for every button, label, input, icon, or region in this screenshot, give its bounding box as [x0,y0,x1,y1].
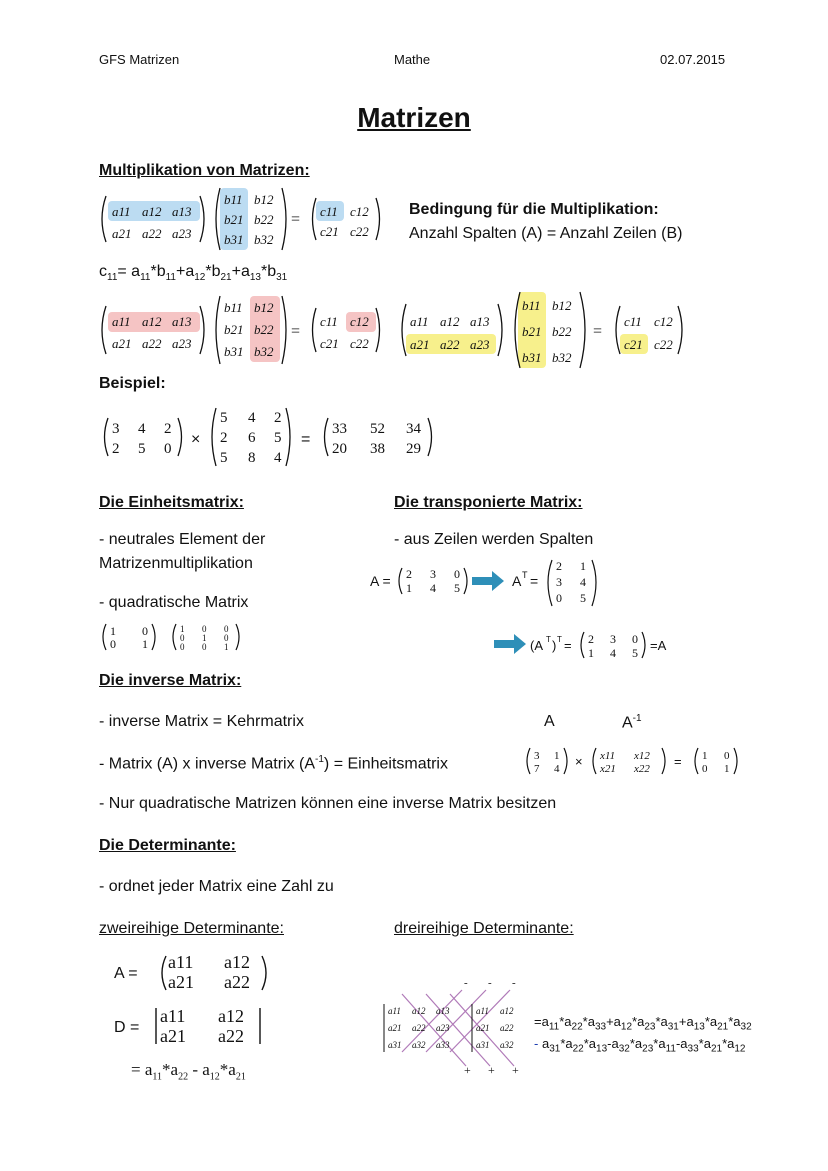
svg-text:a12: a12 [218,1006,244,1026]
svg-text:5: 5 [274,430,282,446]
determinant-heading: Die Determinante: [99,837,236,854]
svg-text:a22: a22 [440,337,460,352]
condition-text: Anzahl Spalten (A) = Anzahl Zeilen (B) [409,225,683,242]
svg-text:x11: x11 [600,750,616,762]
identity-line3: - quadratische Matrix [99,594,249,611]
svg-text:29: 29 [406,441,421,457]
svg-text:a12: a12 [142,314,162,329]
a-cell: a21 [112,226,132,241]
svg-text:1: 1 [202,633,207,643]
svg-text:b21: b21 [522,324,542,339]
inverse-heading: Die inverse Matrix: [99,672,242,689]
multiplication-equation-c21 [396,290,696,372]
svg-text:-: - [464,980,468,989]
sarrus-plus-formula: $=a_{11}*a_{22}*a_{33}+a_{12}*a_{23}*a_{31}+a_{13}*a_{21}*a_{32}$ [534,1014,752,1033]
identity-line1: - neutrales Element der [99,531,266,548]
two-row-determinant [110,946,310,1046]
sarrus-minus-formula: - $a_{31}*a_{22}*a_{13}-a_{32}*a_{23}*a_{11}-a_{33}*a_{21}*a_{12}$ [534,1036,746,1055]
svg-text:0: 0 [142,624,148,638]
svg-text:b22: b22 [552,324,572,339]
svg-text:0: 0 [202,642,207,652]
svg-text:a21: a21 [410,337,430,352]
svg-text:c12: c12 [654,314,673,329]
svg-text:×: × [575,754,583,769]
example-heading: Beispiel: [99,375,166,392]
svg-text:0: 0 [224,633,229,643]
svg-text:a22: a22 [224,972,250,992]
b-cell: b12 [254,192,274,207]
svg-text:b22: b22 [254,322,274,337]
svg-text:(A: (A [530,638,543,653]
svg-text:3: 3 [112,421,120,437]
identity-matrices [100,620,250,654]
svg-text:0: 0 [202,624,207,634]
svg-text:0: 0 [702,763,708,775]
svg-text:a23: a23 [470,337,490,352]
svg-text:1: 1 [110,624,116,638]
svg-text:2: 2 [112,441,120,457]
svg-text:3: 3 [610,632,616,646]
svg-text:a12: a12 [500,1006,514,1016]
page-title: Matrizen [357,102,471,133]
svg-text:b31: b31 [522,350,542,365]
svg-text:=: = [291,323,301,340]
svg-text:3: 3 [430,567,436,581]
multiplication-equation-c12 [96,292,396,370]
inverse-line3: - Nur quadratische Matrizen können eine inverse Matrix besitzen [99,795,557,812]
c-cell: c21 [320,224,339,239]
svg-text:a22: a22 [142,336,162,351]
arrow-right-icon [494,634,526,654]
svg-text:5: 5 [632,646,638,660]
svg-text:0: 0 [224,624,229,634]
b-cell: b32 [254,232,274,247]
b-cell: b11 [224,192,243,207]
svg-text:c22: c22 [350,336,369,351]
inverse-line1: - inverse Matrix = Kehrmatrix [99,713,304,730]
svg-text:a21: a21 [160,1026,186,1046]
svg-text:4: 4 [430,581,436,595]
svg-text:+: + [464,1063,471,1077]
svg-text:a11: a11 [112,314,131,329]
svg-text:a13: a13 [470,314,490,329]
header-center: Mathe [394,52,431,67]
svg-text:b31: b31 [224,344,244,359]
svg-text:0: 0 [556,591,562,605]
svg-text:4: 4 [274,450,282,466]
svg-text:38: 38 [370,441,385,457]
svg-text:D =: D = [114,1019,140,1036]
svg-text:1: 1 [588,646,594,660]
svg-text:a33: a33 [436,1040,450,1050]
svg-text:4: 4 [610,646,616,660]
svg-text:b12: b12 [254,300,274,315]
svg-text:0: 0 [454,567,460,581]
svg-text:): ) [552,638,557,653]
svg-text:2: 2 [588,632,594,646]
identity-line2: Matrizenmultiplikation [99,555,253,572]
svg-text:=: = [564,638,572,653]
two-row-heading: zweireihige Determinante: [99,920,284,937]
a-cell: a11 [112,204,131,219]
svg-text:b12: b12 [552,298,572,313]
inverse-label-ainv: $A^{-1}$ [622,713,642,732]
header-right: 02.07.2015 [660,52,726,67]
svg-text:=: = [301,431,311,448]
svg-text:c21: c21 [320,336,339,351]
svg-text:3: 3 [534,750,540,762]
svg-text:A: A [512,573,522,589]
transpose-double-equation [492,628,692,662]
arrow-right-icon [472,571,504,591]
svg-text:b32: b32 [254,344,274,359]
transpose-heading: Die transponierte Matrix: [394,494,583,511]
svg-text:+: + [488,1063,495,1077]
svg-text:a21: a21 [168,972,194,992]
svg-text:a11: a11 [388,1006,401,1016]
svg-text:A =: A = [370,573,391,589]
svg-text:x21: x21 [600,763,616,775]
svg-text:2: 2 [274,410,282,426]
svg-text:-: - [488,980,492,989]
svg-text:a12: a12 [412,1006,426,1016]
svg-text:0: 0 [724,750,730,762]
svg-text:A =: A = [114,965,138,982]
svg-text:a22: a22 [218,1026,244,1046]
two-row-formula: = $a_{11}*a_{22} - a_{12}*a_{21}$ [131,1060,246,1083]
svg-text:x22: x22 [634,763,650,775]
svg-text:a21: a21 [388,1023,402,1033]
svg-text:a13: a13 [172,314,192,329]
svg-text:a11: a11 [410,314,429,329]
svg-text:0: 0 [164,441,172,457]
svg-text:c11: c11 [320,314,338,329]
example-equation [98,402,448,468]
svg-text:5: 5 [138,441,146,457]
svg-text:T: T [546,635,551,644]
svg-text:1: 1 [406,581,412,595]
svg-text:6: 6 [248,430,256,446]
svg-text:20: 20 [332,441,347,457]
svg-text:a22: a22 [412,1023,426,1033]
svg-text:a11: a11 [160,1006,186,1026]
svg-text:5: 5 [220,410,228,426]
svg-text:c22: c22 [654,337,673,352]
svg-text:1: 1 [580,559,586,573]
svg-text:0: 0 [110,637,116,651]
c-cell: c22 [350,224,369,239]
svg-text:a32: a32 [412,1040,426,1050]
svg-text:a23: a23 [436,1023,450,1033]
svg-text:=: = [530,573,539,589]
svg-text:a31: a31 [388,1040,402,1050]
svg-text:×: × [191,431,201,448]
determinant-line1: - ordnet jeder Matrix eine Zahl zu [99,878,334,895]
svg-text:2: 2 [164,421,172,437]
identity-heading: Die Einheitsmatrix: [99,494,244,511]
svg-text:1: 1 [224,642,229,652]
svg-text:a31: a31 [476,1040,490,1050]
c-cell: c11 [320,204,338,219]
svg-text:1: 1 [180,624,185,634]
svg-text:4: 4 [248,410,256,426]
transpose-equation [368,556,608,610]
svg-text:b21: b21 [224,322,244,337]
svg-text:c11: c11 [624,314,642,329]
svg-text:+: + [512,1063,519,1077]
svg-text:a12: a12 [224,952,250,972]
svg-text:34: 34 [406,421,421,437]
svg-text:a11: a11 [168,952,194,972]
svg-text:a21: a21 [112,336,132,351]
svg-text:x12: x12 [634,750,650,762]
svg-text:a23: a23 [172,336,192,351]
svg-text:33: 33 [332,421,347,437]
transpose-line1: - aus Zeilen werden Spalten [394,531,594,548]
condition-title: Bedingung für die Multiplikation: [409,201,659,218]
svg-text:b11: b11 [224,300,243,315]
header-left: GFS Matrizen [99,52,180,67]
svg-text:1: 1 [702,750,708,762]
svg-text:0: 0 [180,642,185,652]
svg-text:1: 1 [724,763,730,775]
b-cell: b21 [224,212,244,227]
svg-text:2: 2 [556,559,562,573]
svg-text:0: 0 [632,632,638,646]
formula-c11: $c_{11}= a_{11}*b_{11}+a_{12}*b_{21}+a_{13}*b_{31}$ [99,263,288,284]
svg-text:a32: a32 [500,1040,514,1050]
c-cell: c12 [350,204,369,219]
inverse-label-a: A [544,713,555,730]
svg-text:=: = [291,211,301,228]
sarrus-diagram [380,980,540,1078]
svg-text:1: 1 [554,750,560,762]
svg-text:4: 4 [138,421,146,437]
b-cell: b22 [254,212,274,227]
svg-text:=: = [674,754,682,769]
svg-text:a22: a22 [500,1023,514,1033]
b-cell: b31 [224,232,244,247]
multiplication-heading: Multiplikation von Matrizen: [99,162,310,179]
svg-text:5: 5 [580,591,586,605]
svg-text:-: - [512,980,516,989]
svg-text:0: 0 [180,633,185,643]
a-cell: a12 [142,204,162,219]
svg-text:c21: c21 [624,337,643,352]
svg-text:1: 1 [142,637,148,651]
svg-text:52: 52 [370,421,385,437]
svg-text:=: = [593,323,603,340]
svg-text:=A: =A [650,638,667,653]
svg-text:T: T [522,570,528,580]
multiplication-equation [96,186,396,252]
svg-text:T: T [557,635,562,644]
svg-text:c12: c12 [350,314,369,329]
svg-text:a11: a11 [476,1006,489,1016]
svg-text:b11: b11 [522,298,541,313]
inverse-equation [522,744,752,778]
three-row-heading: dreireihige Determinante: [394,920,574,937]
svg-text:8: 8 [248,450,256,466]
svg-text:a13: a13 [436,1006,450,1016]
svg-text:4: 4 [580,575,586,589]
svg-text:4: 4 [554,763,560,775]
svg-text:5: 5 [454,581,460,595]
inverse-line2: - Matrix (A) x inverse Matrix $(A^{-1})$ = Einheitsmatrix [99,754,448,773]
svg-text:b32: b32 [552,350,572,365]
a-cell: a13 [172,204,192,219]
svg-text:3: 3 [556,575,562,589]
svg-text:a12: a12 [440,314,460,329]
svg-text:5: 5 [220,450,228,466]
a-cell: a23 [172,226,192,241]
svg-text:a21: a21 [476,1023,490,1033]
svg-text:2: 2 [406,567,412,581]
svg-text:7: 7 [534,763,540,775]
svg-text:2: 2 [220,430,228,446]
a-cell: a22 [142,226,162,241]
